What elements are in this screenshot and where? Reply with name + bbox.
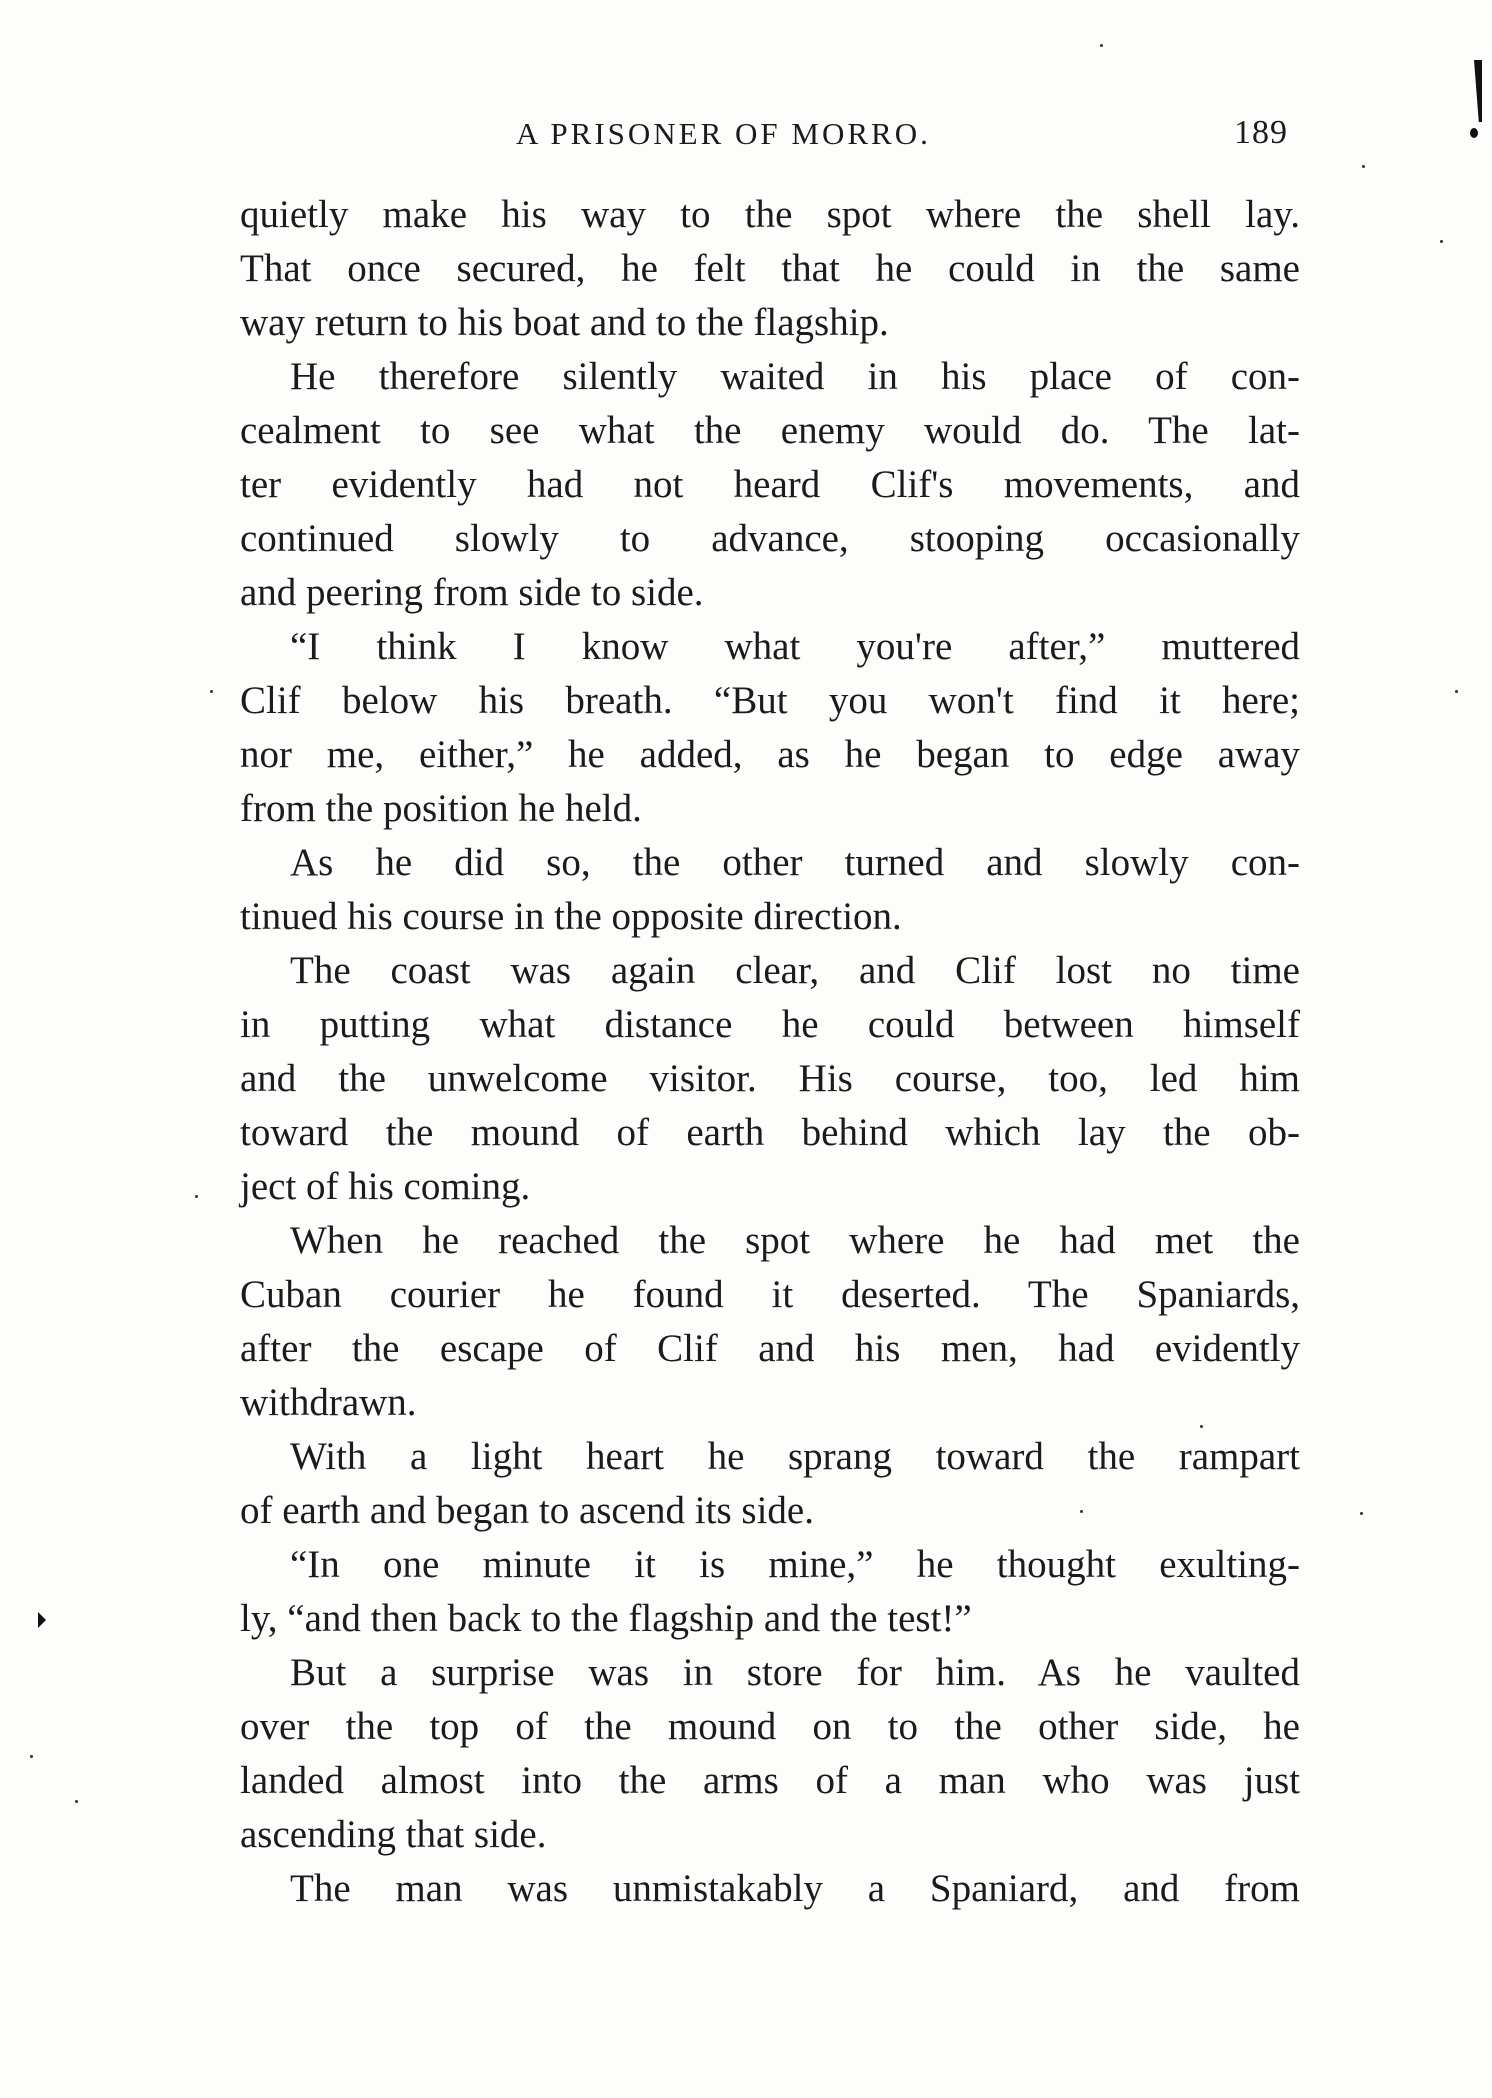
scan-edge-dot (1470, 128, 1478, 138)
paragraph (240, 620, 1300, 836)
text-line: over the top of the mound on to the other side, he (240, 1705, 1300, 1748)
text-line: As he did so, the other turned and slowly con- (290, 841, 1300, 884)
text-line: “In one minute it is mine,” he thought exulting- (290, 1543, 1300, 1586)
text-line: from the position he held. (240, 787, 642, 830)
scan-edge-mark (1474, 60, 1482, 122)
text-line: “I think I know what you're after,” muttered (290, 625, 1300, 668)
text-line: after the escape of Clif and his men, had evidently (240, 1327, 1300, 1370)
running-header (246, 108, 1296, 158)
text-line: and the unwelcome visitor. His course, too, led him (240, 1057, 1300, 1100)
paragraph (240, 188, 1300, 350)
text-line: The man was unmistakably a Spaniard, and from (290, 1867, 1300, 1910)
text-line: With a light heart he sprang toward the rampart (290, 1435, 1300, 1478)
scan-margin-mark (38, 1612, 46, 1628)
text-line: way return to his boat and to the flagship. (240, 301, 889, 344)
text-line: The coast was again clear, and Clif lost no time (290, 949, 1300, 992)
text-line: Clif below his breath. “But you won't find it here; (240, 679, 1300, 722)
body-text (240, 188, 1300, 1916)
text-line: toward the mound of earth behind which lay the ob- (240, 1111, 1300, 1154)
paragraph (240, 836, 1300, 944)
text-line: continued slowly to advance, stooping occasionally (240, 517, 1300, 560)
text-line: ly, “and then back to the flagship and the test!” (240, 1597, 972, 1640)
text-line: But a surprise was in store for him. As he vaulted (290, 1651, 1300, 1694)
text-line: tinued his course in the opposite direction. (240, 895, 902, 938)
text-line: When he reached the spot where he had met the (290, 1219, 1300, 1262)
paragraph (240, 1538, 1300, 1646)
text-line: ascending that side. (240, 1813, 547, 1856)
paragraph (240, 1862, 1300, 1916)
paragraph (240, 350, 1300, 620)
paragraph (240, 1430, 1300, 1538)
paragraph (240, 1214, 1300, 1430)
text-line: He therefore silently waited in his place of con- (290, 355, 1300, 398)
text-line: and peering from side to side. (240, 571, 704, 614)
text-line: landed almost into the arms of a man who was just (240, 1759, 1300, 1802)
text-line: Cuban courier he found it deserted. The Spaniards, (240, 1273, 1300, 1316)
page-number: 189 (1234, 114, 1288, 151)
text-line: withdrawn. (240, 1381, 417, 1424)
text-line: quietly make his way to the spot where the shell lay. (240, 193, 1300, 236)
paragraph (240, 944, 1300, 1214)
text-line: That once secured, he felt that he could in the same (240, 247, 1300, 290)
text-line: of earth and began to ascend its side. (240, 1489, 814, 1532)
running-title: A PRISONER OF MORRO. (516, 116, 931, 151)
text-line: ter evidently had not heard Clif's movements, and (240, 463, 1300, 506)
text-line: cealment to see what the enemy would do. The lat- (240, 409, 1300, 452)
paragraph (240, 1646, 1300, 1862)
text-line: nor me, either,” he added, as he began to edge away (240, 733, 1300, 776)
text-line: ject of his coming. (240, 1165, 531, 1208)
text-line: in putting what distance he could between himself (240, 1003, 1300, 1046)
